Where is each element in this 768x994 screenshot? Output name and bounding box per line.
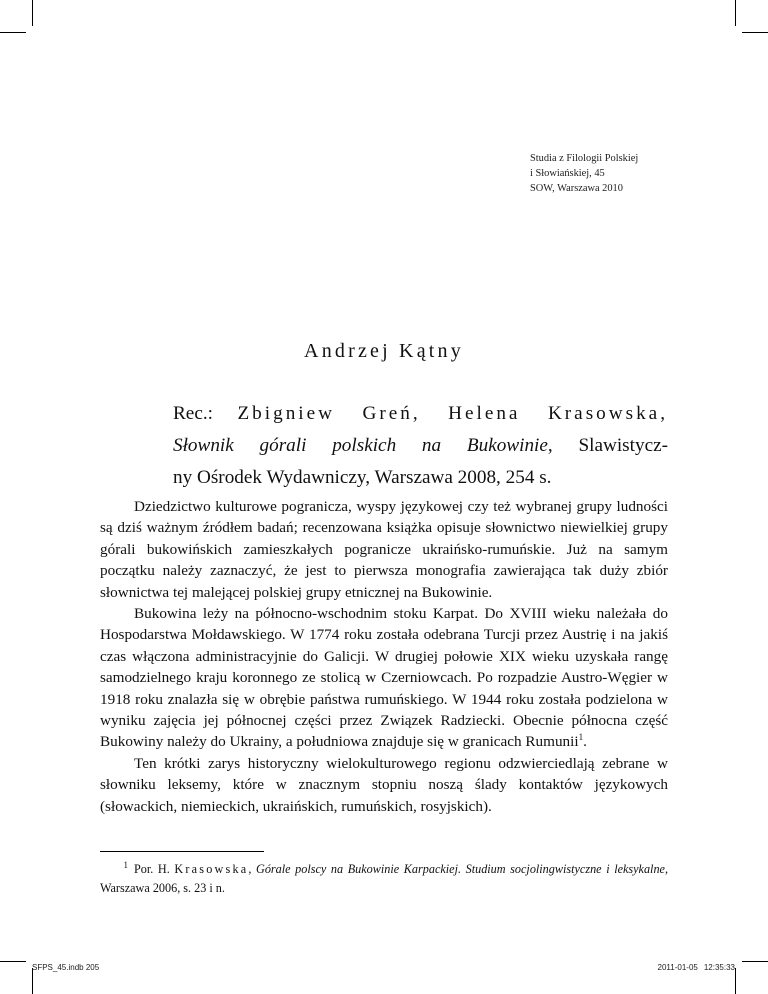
journal-info [530,151,638,196]
footnote-reference[interactable]: 1 [578,732,584,743]
review-after-title: , Slawistycz- [547,435,668,456]
article-author: Andrzej Kątny [304,340,464,362]
paragraph-2-text: Bukowina leży na północno-wschodnim stoku Karpat. Do XVIII wieku należała do Hospodarstwa Mołdawskiego. W 1774 roku została odebrana Turcji przez Austrię i na jakiś czas włączona administracyjnie do Galicji. W drugiej połowie XIX wieku uzyskała rangę samodzielnego kraju koronnego ze stolicą w Czerniowcach. Po rozpadzie Austro-Węgier w 1918 roku znalazła się w obrębie państwa rumuńskiego. W 1944 roku została podzielona w wyniku zajęcia jej północnej części przez Związek Radziecki. Obecnie północna część Bukowiny należy do Ukrainy, a południowa znajduje się w granicach Rumunii [100,605,668,751]
review-heading-line-3: ny Ośrodek Wydawniczy, Warszawa 2008, 254 s. [173,467,552,488]
slug-date: 2011-01-05 [657,963,698,972]
footnote-author: Krasowska [174,862,249,876]
crop-mark [742,961,768,962]
crop-mark [0,32,26,33]
journal-line-1: Studia z Filologii Polskiej [530,153,639,164]
footnote-divider [100,851,264,852]
crop-mark [0,961,26,962]
slug-time: 12:35:33 [703,963,735,972]
journal-line-2: i Słowiańskiej, 45 [530,168,605,179]
review-authors: Zbigniew Greń, Helena Krasowska, [237,403,668,424]
paragraph-1: Dziedzictwo kulturowe pogranicza, wyspy językowej czy też wybranej grupy ludności są dziś ważnym źródłem badań; recenzowana książka opisuje słownictwo niewielkiej grupy górali bukowińskich zamieszkałych pogranicze ukraińsko-rumuńskie. Już na samym początku należy zaznaczyć, że jest to pierwsza monografia zawierająca tak duży zbiór słownictwa tej malejącej polskiej grupy etnicznej na Bukowinie. [100,498,668,601]
footnote-rest: , Warszawa 2006, s. 23 i n. [100,862,668,895]
article-body [100,496,668,817]
review-prefix: Rec.: [173,403,238,424]
footnote: 1 Por. H. Krasowska, Górale polscy na Bukowinie Karpackiej. Studium socjolingwistyczne i leksykalne, Warszawa 2006, s. 23 i n. [100,859,668,895]
review-heading-line-2 [173,430,668,462]
paragraph-3: Ten krótki zarys historyczny wielokulturowego regionu odzwierciedlają zebrane w słowniku leksemy, które w znacznym stopniu noszą ślady kontaktów językowych (słowackich, niemieckich, ukraińskich, rumuńskich, rosyjskich). [100,754,668,815]
paragraph-2-end: . [583,733,587,751]
crop-mark [735,0,736,26]
footnote-comma: , [248,862,257,876]
footnote-prefix: Por. H. [134,862,175,876]
printer-slug-file: SFPS_45.indb 205 [32,963,100,972]
crop-mark [32,0,33,26]
book-title: Słownik górali polskich na Bukowinie [173,435,548,456]
printer-slug-timestamp [658,963,735,972]
review-heading-line-1 [173,398,668,430]
paragraph-2 [100,603,668,753]
journal-line-3: SOW, Warszawa 2010 [530,183,623,194]
footnote-title: Górale polscy na Bukowinie Karpackiej. Studium socjolingwistyczne i leksykalne [256,862,665,876]
crop-mark [742,32,768,33]
review-heading [173,398,668,494]
crop-mark [735,968,736,994]
